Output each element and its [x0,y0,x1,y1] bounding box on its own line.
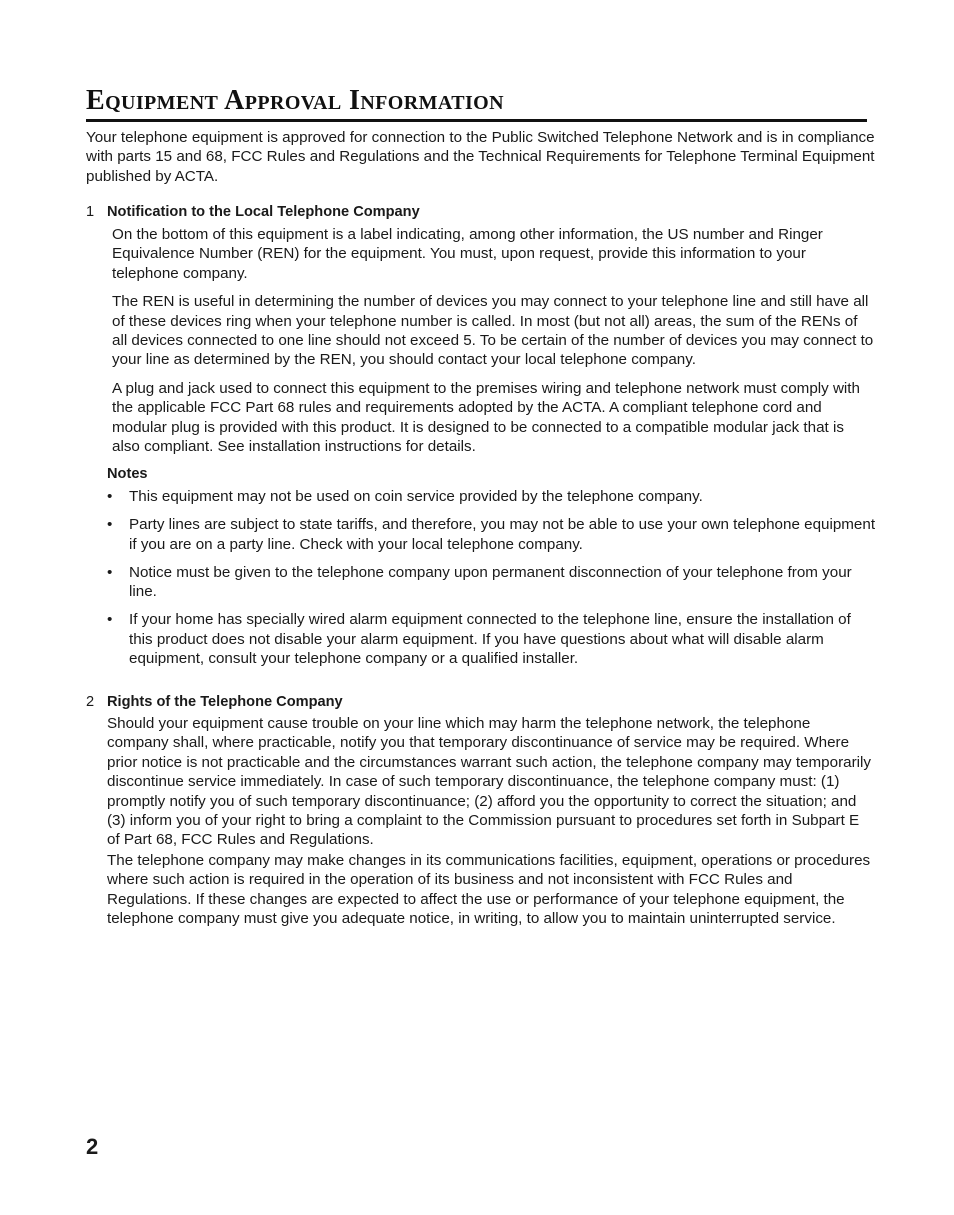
notes-list [86,487,876,668]
note-text: Party lines are subject to state tariffs, and therefore, you may not be able to use your own telephone equipment if you are on a party line. Check with your local telephone company. [129,516,876,553]
note-text: If your home has specially wired alarm equipment connected to the telephone line, ensure the installation of this product does not disable your alarm equipment. If you have questions about what will disable alarm equipment, consult your telephone company or a qualified installer. [129,611,851,668]
bullet-icon: • [107,563,113,581]
section-title: Notification to the Local Telephone Company [107,204,420,220]
bullet-icon: • [107,516,113,534]
section-paragraph: On the bottom of this equipment is a label indicating, among other information, the US number and Ringer Equivalence Number (REN) for the equipment. You must, upon request, provide this information to your telephone company. [112,226,823,282]
section-heading [86,203,876,222]
title-divider [86,119,867,122]
section-title: Rights of the Telephone Company [107,694,343,710]
note-text: Notice must be given to the telephone company upon permanent disconnection of your telephone from your line. [129,563,852,601]
section-paragraph: A plug and jack used to connect this equipment to the premises wiring and telephone network must comply with the applicable FCC Part 68 rules and requirements adopted by the ACTA. A compliant telephone cord and modular plug is provided with this product. It is designed to be connected to a compatible modular jack that is also compliant. See installation instructions for details. [112,379,860,456]
section-heading [86,693,876,712]
section-notification [86,203,876,677]
section-rights [86,693,876,928]
section-number: 2 [86,694,95,710]
section-number: 1 [86,204,95,220]
page-number: 2 [86,1134,99,1159]
notes-heading: Notes [107,466,148,483]
list-item [86,487,876,506]
section-paragraph: The REN is useful in determining the number of devices you may connect to your telephone line and still have all of these devices ring when your telephone number is called. In most (but not all) areas, the sum of the RENs of all devices connected to one line should not exceed 5. To be certain of the number of devices you may connect to your line as determined by the REN, you should contact your local telephone company. [112,293,874,369]
list-item [86,610,876,668]
section-paragraph: The telephone company may make changes in its communications facilities, equipment, operations or procedures where such action is required in the operation of its business and not inconsistent with FCC Rules and Regulations. If these changes are expected to affect the use or performance of your telephone equipment, the telephone company must give you adequate notice, in writing, to allow you to maintain uninterrupted service. [107,851,871,928]
page-title: Equipment Approval Information [86,85,504,116]
bullet-icon: • [107,488,113,506]
list-item [86,563,876,602]
note-text: This equipment may not be used on coin service provided by the telephone company. [129,488,703,506]
list-item [86,515,876,554]
intro-paragraph: Your telephone equipment is approved for connection to the Public Switched Telephone Network and is in compliance with parts 15 and 68, FCC Rules and Regulations and the Technical Requirements for Telephone Terminal Equipment published by ACTA. [86,129,875,185]
section-paragraph: Should your equipment cause trouble on your line which may harm the telephone network, the telephone company shall, where practicable, notify you that temporary discontinuance of service may be required. Where prior notice is not practicable and the circumstances warrant such action, the telephone company may temporarily discontinue service immediately. In case of such temporary discontinuance, the telephone company must: (1) promptly notify you of such temporary discontinuance; (2) afford you the opportunity to correct the situation; and (3) inform you of your right to bring a complaint to the Commission pursuant to procedures set forth in Subpart E of Part 68, FCC Rules and Regulations. [107,715,871,849]
bullet-icon: • [107,611,113,629]
